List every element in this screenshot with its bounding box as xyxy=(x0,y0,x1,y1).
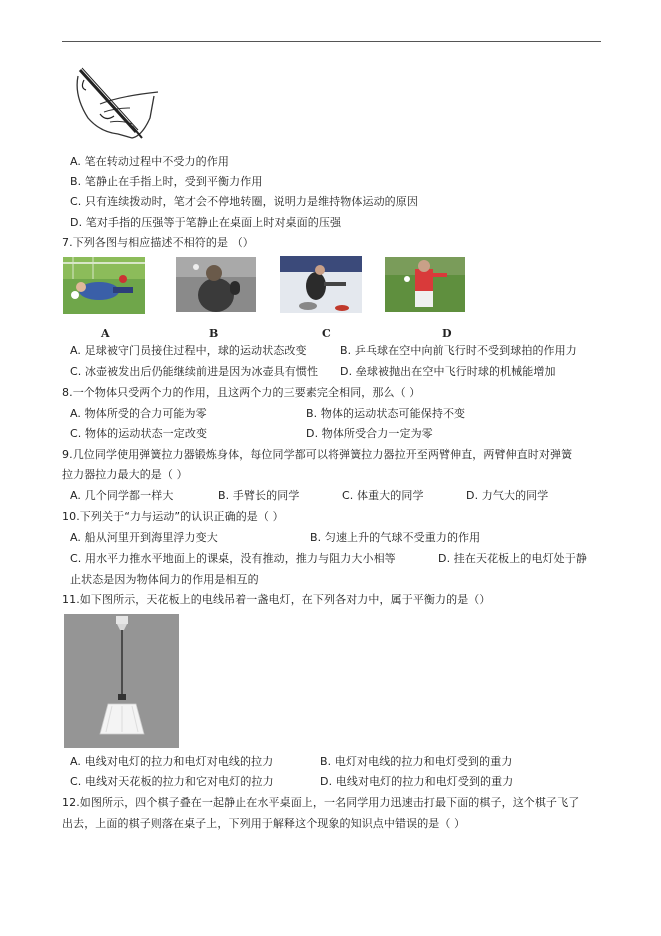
photo-a-goalkeeper xyxy=(63,257,145,314)
hanging-lamp-figure xyxy=(64,614,179,748)
photo-caption-c: C xyxy=(322,327,331,340)
q10-option-a: A. 船从河里开到海里浮力变大 xyxy=(70,531,218,544)
q11-option-a: A. 电线对电灯的拉力和电灯对电线的拉力 xyxy=(70,755,274,768)
q7-option-d: D. 垒球被抛出在空中飞行时球的机械能增加 xyxy=(340,365,556,378)
q9-option-c: C. 体重大的同学 xyxy=(342,489,424,502)
pen-spinning-figure xyxy=(70,66,162,146)
q10-stem: 10.下列关于“力与运动”的认识正确的是（ ） xyxy=(62,510,284,523)
q8-option-a: A. 物体所受的合力可能为零 xyxy=(70,407,207,420)
q7-option-c: C. 冰壶被发出后仍能继续前进是因为冰壶具有惯性 xyxy=(70,365,319,378)
q9-stem-line1: 9.几位同学使用弹簧拉力器锻炼身体，每位同学都可以将弹簧拉力器拉开至两臂伸直，两臂伸直时对弹簧 xyxy=(62,448,573,461)
q9-stem-line2: 拉力器拉力最大的是（ ） xyxy=(62,468,188,481)
q11-stem: 11.如下图所示，天花板上的电线吊着一盏电灯，在下列各对力中，属于平衡力的是（） xyxy=(62,593,491,606)
photo-caption-d: D xyxy=(442,327,452,340)
q6-option-a: A. 笔在转动过程中不受力的作用 xyxy=(70,155,229,168)
q7-option-a: A. 足球被守门员接住过程中，球的运动状态改变 xyxy=(70,344,307,357)
q11-option-c: C. 电线对天花板的拉力和它对电灯的拉力 xyxy=(70,775,274,788)
photo-caption-b: B xyxy=(209,327,219,340)
q6-option-d: D. 笔对手指的压强等于笔静止在桌面上时对桌面的压强 xyxy=(70,216,342,229)
q8-stem: 8.一个物体只受两个力的作用，且这两个力的三要素完全相同，那么（ ） xyxy=(62,386,421,399)
q9-option-d: D. 力气大的同学 xyxy=(466,489,549,502)
photo-c-curling xyxy=(280,256,362,313)
header-rule xyxy=(62,41,601,42)
q11-option-b: B. 电灯对电线的拉力和电灯受到的重力 xyxy=(320,755,513,768)
q8-option-c: C. 物体的运动状态一定改变 xyxy=(70,427,208,440)
q10-option-d: D. 挂在天花板上的电灯处于静 xyxy=(438,552,587,565)
q9-option-b: B. 手臂长的同学 xyxy=(218,489,300,502)
q10-option-b: B. 匀速上升的气球不受重力的作用 xyxy=(310,531,481,544)
q12-stem-line2: 出去，上面的棋子则落在桌子上，下列用于解释这个现象的知识点中错误的是（ ） xyxy=(62,817,466,830)
photo-b-table-tennis xyxy=(176,257,256,312)
q9-option-a: A. 几个同学都一样大 xyxy=(70,489,174,502)
q10-option-c: C. 用水平力推水平地面上的课桌，没有推动，推力与阻力大小相等 xyxy=(70,552,396,565)
q7-stem: 7.下列各图与相应描述不相符的是 （） xyxy=(62,236,254,249)
q8-option-d: D. 物体所受合力一定为零 xyxy=(306,427,433,440)
q6-option-b: B. 笔静止在手指上时，受到平衡力作用 xyxy=(70,175,263,188)
q11-option-d: D. 电线对电灯的拉力和电灯受到的重力 xyxy=(320,775,514,788)
q7-option-b: B. 乒乓球在空中向前飞行时不受到球拍的作用力 xyxy=(340,344,577,357)
photo-d-baseball xyxy=(385,257,465,312)
q12-stem-line1: 12.如图所示，四个棋子叠在一起静止在水平桌面上，一名同学用力迅速击打最下面的棋子，这个棋子飞了 xyxy=(62,796,580,809)
q6-option-c: C. 只有连续拨动时，笔才会不停地转圈，说明力是维持物体运动的原因 xyxy=(70,195,418,208)
q10-option-d-continued: 止状态是因为物体间力的作用是相互的 xyxy=(70,573,259,586)
q8-option-b: B. 物体的运动状态可能保持不变 xyxy=(306,407,466,420)
photo-caption-a: A xyxy=(101,327,110,340)
